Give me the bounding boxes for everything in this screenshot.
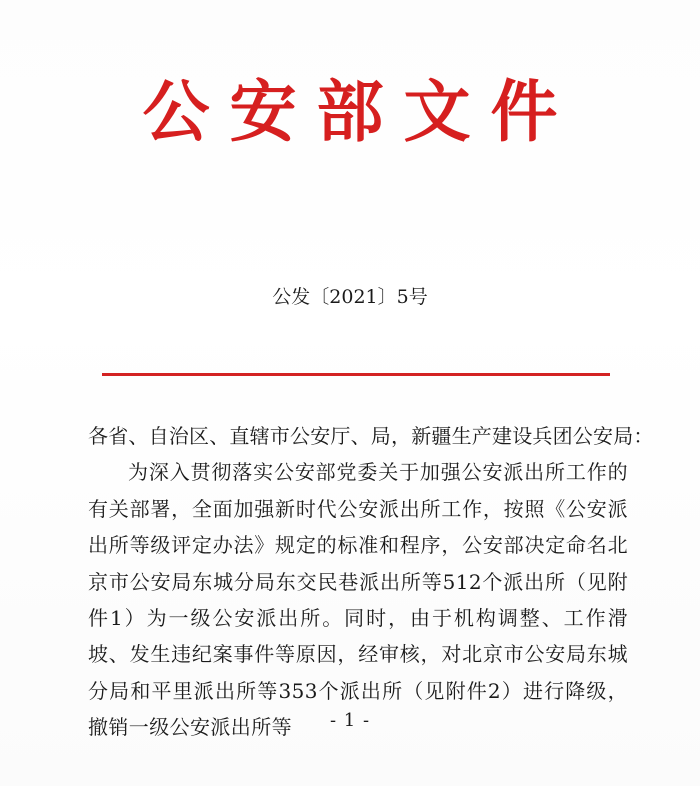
document-number: 公发〔2021〕5号 xyxy=(272,286,428,308)
document-body xyxy=(88,418,654,746)
body-paragraph: 为深入贯彻落实公安部党委关于加强公安派出所工作的有关部署，全面加强新时代公安派出所工作，按照《公安派出所等级评定办法》规定的标准和程序，公安部决定命名北京市公安局东城分局东交民巷派出所等512个派出所（见附件1）为一级公安派出所。同时，由于机构调整、工作滑坡、发生违纪案事件等原因，经审核，对北京市公安局东城分局和平里派出所等353个派出所（见附件2）进行降级，撤销一级公安派出所等 xyxy=(88,460,628,740)
page-number: - 1 - xyxy=(329,710,371,731)
salutation-line: 各省、自治区、直辖市公安厅、局，新疆生产建设兵团公安局： xyxy=(88,424,654,448)
document-header-title: 公安部文件 xyxy=(142,72,578,151)
red-divider-line xyxy=(102,373,610,376)
